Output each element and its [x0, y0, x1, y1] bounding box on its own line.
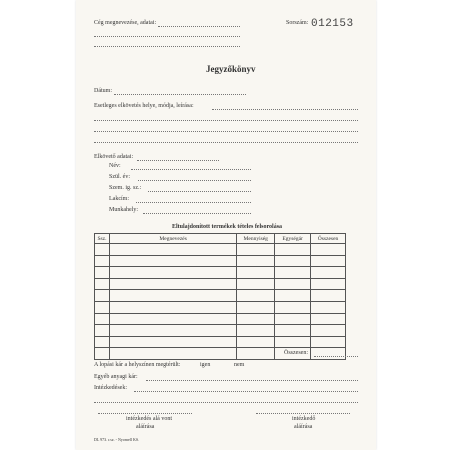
incident-line-4[interactable]	[94, 142, 358, 143]
table-cell[interactable]	[95, 244, 110, 256]
table-cell[interactable]	[109, 325, 236, 337]
table-cell[interactable]	[109, 348, 236, 360]
sig-right-line2: aláírása	[294, 424, 313, 430]
table-cell[interactable]	[275, 325, 311, 337]
perp-workplace-label: Munkahely:	[109, 207, 138, 213]
table-cell[interactable]	[311, 290, 346, 302]
table-cell[interactable]	[95, 255, 110, 267]
other-damage-label: Egyéb anyagi kár:	[94, 374, 138, 380]
table-cell[interactable]	[311, 313, 346, 325]
actions-line-2[interactable]	[94, 402, 358, 403]
table-header-row	[95, 234, 346, 244]
col-ssz: Ssz.	[95, 234, 110, 244]
table-cell[interactable]	[311, 301, 346, 313]
table-cell[interactable]	[237, 301, 275, 313]
table-cell[interactable]	[237, 244, 275, 256]
table-row	[95, 301, 346, 313]
perp-birth-label: Szül. év:	[109, 174, 130, 180]
table-cell[interactable]	[109, 313, 236, 325]
company-label: Cég megnevezése, adatai:	[94, 20, 157, 26]
table-cell[interactable]	[275, 301, 311, 313]
col-megnevezes: Megnevezés	[109, 234, 236, 244]
form-title: Jegyzőkönyv	[206, 64, 256, 74]
perp-id-line[interactable]	[148, 191, 251, 192]
signature-line-left[interactable]	[98, 413, 192, 414]
actions-label: Intézkedések:	[94, 385, 127, 391]
table-cell[interactable]	[109, 301, 236, 313]
signature-line-right[interactable]	[256, 413, 350, 414]
table-cell[interactable]	[109, 255, 236, 267]
damage-label: A lopási kár a helyszínen megtérült:	[94, 362, 181, 368]
table-cell[interactable]	[275, 267, 311, 279]
table-cell[interactable]	[237, 290, 275, 302]
company-line-2[interactable]	[94, 36, 240, 37]
table-cell[interactable]	[311, 255, 346, 267]
table-title: Eltulajdonított termékek tételes felsorolása	[172, 224, 283, 230]
other-damage-line[interactable]	[146, 380, 358, 381]
table-cell[interactable]	[275, 336, 311, 348]
damage-no[interactable]: nem	[234, 362, 245, 368]
date-line[interactable]	[114, 94, 246, 95]
table-cell[interactable]	[95, 267, 110, 279]
perp-id-label: Szem. ig. sz.:	[109, 185, 142, 191]
sig-right-line1: intézkedő	[292, 416, 316, 422]
items-table	[94, 233, 346, 360]
table-cell[interactable]	[95, 313, 110, 325]
incident-line-3[interactable]	[94, 131, 358, 132]
perp-birth-line[interactable]	[138, 180, 251, 181]
table-row	[95, 278, 346, 290]
damage-yes[interactable]: igen	[200, 362, 211, 368]
table-row	[95, 290, 346, 302]
table-cell[interactable]	[311, 278, 346, 290]
table-row	[95, 244, 346, 256]
form-page	[76, 0, 376, 450]
company-line-1[interactable]	[158, 26, 240, 27]
table-cell[interactable]	[95, 348, 110, 360]
table-row	[95, 325, 346, 337]
table-cell[interactable]	[95, 325, 110, 337]
col-egysegar: Egységár	[275, 234, 311, 244]
table-cell[interactable]	[275, 244, 311, 256]
col-osszesen: Összesen	[311, 234, 346, 244]
table-cell[interactable]	[311, 348, 346, 360]
serial-label: Sorszám:	[286, 20, 309, 26]
table-row	[95, 313, 346, 325]
table-cell[interactable]	[311, 325, 346, 337]
table-cell[interactable]	[275, 278, 311, 290]
table-cell[interactable]	[109, 244, 236, 256]
perpetrator-label: Elkövető adatai:	[94, 154, 134, 160]
table-cell[interactable]	[311, 244, 346, 256]
perp-name-label: Név:	[109, 163, 121, 169]
total-line[interactable]	[314, 356, 358, 357]
actions-line-1[interactable]	[134, 391, 358, 392]
table-cell[interactable]	[95, 301, 110, 313]
company-line-3[interactable]	[94, 46, 240, 47]
perpetrator-line[interactable]	[137, 160, 219, 161]
table-cell[interactable]	[237, 348, 275, 360]
incident-line-2[interactable]	[94, 120, 358, 121]
table-cell[interactable]	[311, 336, 346, 348]
table-cell[interactable]	[275, 255, 311, 267]
col-mennyiseg: Mennyiség	[237, 234, 275, 244]
table-row	[95, 255, 346, 267]
table-cell[interactable]	[237, 325, 275, 337]
total-label: Összesen:	[284, 350, 308, 356]
table-cell[interactable]	[275, 290, 311, 302]
table-cell[interactable]	[237, 313, 275, 325]
table-cell[interactable]	[109, 290, 236, 302]
incident-line-1[interactable]	[212, 109, 358, 110]
date-label: Dátum:	[94, 88, 112, 94]
table-cell[interactable]	[95, 336, 110, 348]
table-cell[interactable]	[237, 336, 275, 348]
table-cell[interactable]	[237, 267, 275, 279]
perp-address-line[interactable]	[136, 202, 251, 203]
table-row	[95, 336, 346, 348]
perp-name-line[interactable]	[131, 169, 251, 170]
table-cell[interactable]	[109, 267, 236, 279]
perp-address-label: Lakcím:	[109, 196, 129, 202]
perp-workplace-line[interactable]	[143, 213, 251, 214]
sig-left-line2: aláírása	[136, 424, 155, 430]
footer-text: DL 973. r.sz. - Nyomell KS.	[94, 437, 140, 442]
table-cell[interactable]	[109, 278, 236, 290]
table-cell[interactable]	[275, 313, 311, 325]
table-cell[interactable]	[237, 278, 275, 290]
table-cell[interactable]	[109, 336, 236, 348]
serial-number: 012153	[311, 18, 354, 30]
table-cell[interactable]	[95, 278, 110, 290]
incident-label: Esetleges elkövetés helye, módja, leírása:	[94, 103, 194, 109]
sig-left-line1: intézkedés alá vont	[126, 416, 172, 422]
table-cell[interactable]	[237, 255, 275, 267]
table-cell[interactable]	[311, 267, 346, 279]
table-cell[interactable]	[95, 290, 110, 302]
table-row	[95, 267, 346, 279]
